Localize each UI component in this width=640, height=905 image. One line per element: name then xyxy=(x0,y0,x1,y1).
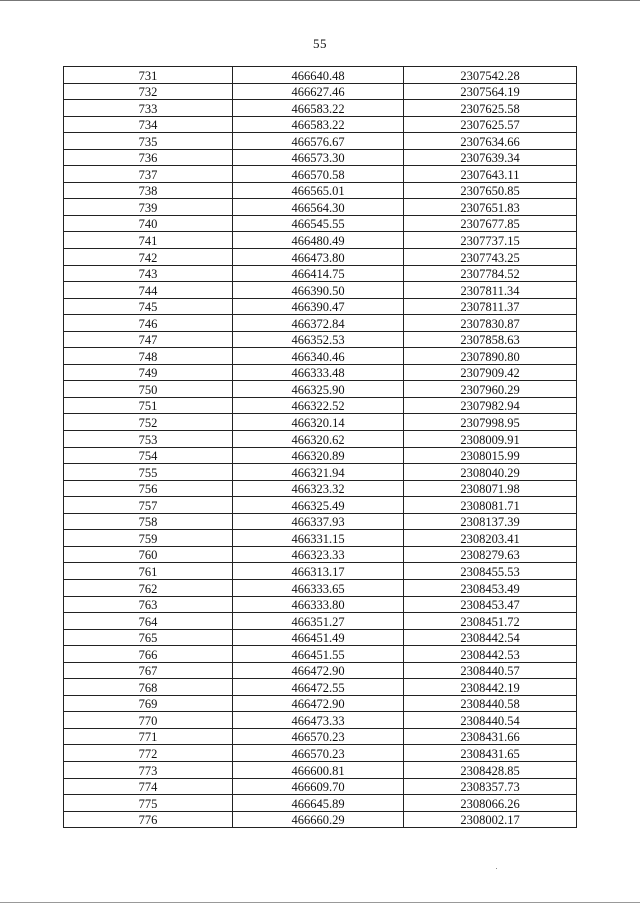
x-coordinate-cell: 466333.80 xyxy=(233,596,404,613)
y-coordinate-cell: 2307811.34 xyxy=(404,282,577,299)
x-coordinate-cell: 466414.75 xyxy=(233,265,404,282)
x-coordinate-cell: 466352.53 xyxy=(233,331,404,348)
point-number-cell: 760 xyxy=(64,546,233,563)
y-coordinate-cell: 2308440.58 xyxy=(404,695,577,712)
point-number-cell: 764 xyxy=(64,613,233,630)
x-coordinate-cell: 466583.22 xyxy=(233,100,404,117)
y-coordinate-cell: 2307784.52 xyxy=(404,265,577,282)
table-row xyxy=(64,513,577,530)
table-row xyxy=(64,83,577,100)
x-coordinate-cell: 466331.15 xyxy=(233,530,404,547)
y-coordinate-cell: 2308453.49 xyxy=(404,579,577,596)
point-number-cell: 740 xyxy=(64,215,233,232)
scan-bottom-edge xyxy=(0,902,640,903)
point-number-cell: 776 xyxy=(64,811,233,828)
y-coordinate-cell: 2307564.19 xyxy=(404,83,577,100)
y-coordinate-cell: 2307625.57 xyxy=(404,116,577,133)
table-row xyxy=(64,795,577,812)
x-coordinate-cell: 466325.49 xyxy=(233,497,404,514)
y-coordinate-cell: 2308431.66 xyxy=(404,728,577,745)
y-coordinate-cell: 2307542.28 xyxy=(404,67,577,84)
table-row xyxy=(64,695,577,712)
y-coordinate-cell: 2307651.83 xyxy=(404,199,577,216)
x-coordinate-cell: 466564.30 xyxy=(233,199,404,216)
x-coordinate-cell: 466321.94 xyxy=(233,464,404,481)
table-row xyxy=(64,265,577,282)
table-row xyxy=(64,166,577,183)
y-coordinate-cell: 2308442.19 xyxy=(404,679,577,696)
x-coordinate-cell: 466545.55 xyxy=(233,215,404,232)
point-number-cell: 742 xyxy=(64,249,233,266)
y-coordinate-cell: 2307625.58 xyxy=(404,100,577,117)
point-number-cell: 751 xyxy=(64,397,233,414)
table-row xyxy=(64,116,577,133)
point-number-cell: 746 xyxy=(64,315,233,332)
point-number-cell: 753 xyxy=(64,431,233,448)
x-coordinate-cell: 466313.17 xyxy=(233,563,404,580)
table-row xyxy=(64,712,577,729)
table-row xyxy=(64,182,577,199)
y-coordinate-cell: 2308440.54 xyxy=(404,712,577,729)
x-coordinate-cell: 466480.49 xyxy=(233,232,404,249)
y-coordinate-cell: 2308002.17 xyxy=(404,811,577,828)
table-row xyxy=(64,811,577,828)
x-coordinate-cell: 466351.27 xyxy=(233,613,404,630)
x-coordinate-cell: 466333.48 xyxy=(233,364,404,381)
y-coordinate-cell: 2308203.41 xyxy=(404,530,577,547)
y-coordinate-cell: 2307858.63 xyxy=(404,331,577,348)
y-coordinate-cell: 2308428.85 xyxy=(404,761,577,778)
table-row xyxy=(64,397,577,414)
x-coordinate-cell: 466473.33 xyxy=(233,712,404,729)
x-coordinate-cell: 466576.67 xyxy=(233,133,404,150)
y-coordinate-cell: 2308455.53 xyxy=(404,563,577,580)
x-coordinate-cell: 466337.93 xyxy=(233,513,404,530)
x-coordinate-cell: 466451.49 xyxy=(233,629,404,646)
y-coordinate-cell: 2308015.99 xyxy=(404,447,577,464)
point-number-cell: 763 xyxy=(64,596,233,613)
point-number-cell: 767 xyxy=(64,662,233,679)
point-number-cell: 732 xyxy=(64,83,233,100)
point-number-cell: 762 xyxy=(64,579,233,596)
x-coordinate-cell: 466333.65 xyxy=(233,579,404,596)
table-row xyxy=(64,596,577,613)
point-number-cell: 747 xyxy=(64,331,233,348)
table-row xyxy=(64,100,577,117)
table-row xyxy=(64,331,577,348)
y-coordinate-cell: 2307982.94 xyxy=(404,397,577,414)
y-coordinate-cell: 2307639.34 xyxy=(404,149,577,166)
x-coordinate-cell: 466570.58 xyxy=(233,166,404,183)
point-number-cell: 734 xyxy=(64,116,233,133)
point-number-cell: 773 xyxy=(64,761,233,778)
table-row xyxy=(64,629,577,646)
point-number-cell: 750 xyxy=(64,381,233,398)
point-number-cell: 765 xyxy=(64,629,233,646)
table-row xyxy=(64,728,577,745)
table-row xyxy=(64,497,577,514)
point-number-cell: 738 xyxy=(64,182,233,199)
table-row xyxy=(64,315,577,332)
y-coordinate-cell: 2307811.37 xyxy=(404,298,577,315)
y-coordinate-cell: 2307998.95 xyxy=(404,414,577,431)
y-coordinate-cell: 2307634.66 xyxy=(404,133,577,150)
y-coordinate-cell: 2308451.72 xyxy=(404,613,577,630)
y-coordinate-cell: 2307677.85 xyxy=(404,215,577,232)
point-number-cell: 756 xyxy=(64,480,233,497)
point-number-cell: 772 xyxy=(64,745,233,762)
table-row xyxy=(64,298,577,315)
table-row xyxy=(64,480,577,497)
y-coordinate-cell: 2308040.29 xyxy=(404,464,577,481)
point-number-cell: 741 xyxy=(64,232,233,249)
point-number-cell: 733 xyxy=(64,100,233,117)
y-coordinate-cell: 2308081.71 xyxy=(404,497,577,514)
x-coordinate-cell: 466573.30 xyxy=(233,149,404,166)
table-row xyxy=(64,613,577,630)
scan-top-edge xyxy=(0,0,640,1)
x-coordinate-cell: 466627.46 xyxy=(233,83,404,100)
table-row xyxy=(64,579,577,596)
coordinate-table xyxy=(63,66,577,828)
point-number-cell: 745 xyxy=(64,298,233,315)
point-number-cell: 737 xyxy=(64,166,233,183)
x-coordinate-cell: 466583.22 xyxy=(233,116,404,133)
coordinate-table-body xyxy=(64,67,577,828)
y-coordinate-cell: 2308137.39 xyxy=(404,513,577,530)
point-number-cell: 757 xyxy=(64,497,233,514)
x-coordinate-cell: 466320.89 xyxy=(233,447,404,464)
scan-speck xyxy=(496,868,497,869)
point-number-cell: 752 xyxy=(64,414,233,431)
point-number-cell: 735 xyxy=(64,133,233,150)
x-coordinate-cell: 466600.81 xyxy=(233,761,404,778)
y-coordinate-cell: 2307650.85 xyxy=(404,182,577,199)
table-row xyxy=(64,133,577,150)
x-coordinate-cell: 466565.01 xyxy=(233,182,404,199)
point-number-cell: 736 xyxy=(64,149,233,166)
y-coordinate-cell: 2307830.87 xyxy=(404,315,577,332)
x-coordinate-cell: 466472.90 xyxy=(233,662,404,679)
x-coordinate-cell: 466323.33 xyxy=(233,546,404,563)
x-coordinate-cell: 466570.23 xyxy=(233,728,404,745)
x-coordinate-cell: 466609.70 xyxy=(233,778,404,795)
point-number-cell: 770 xyxy=(64,712,233,729)
point-number-cell: 739 xyxy=(64,199,233,216)
table-row xyxy=(64,662,577,679)
y-coordinate-cell: 2308440.57 xyxy=(404,662,577,679)
y-coordinate-cell: 2308009.91 xyxy=(404,431,577,448)
table-row xyxy=(64,447,577,464)
x-coordinate-cell: 466472.55 xyxy=(233,679,404,696)
x-coordinate-cell: 466325.90 xyxy=(233,381,404,398)
table-row xyxy=(64,530,577,547)
x-coordinate-cell: 466570.23 xyxy=(233,745,404,762)
table-row xyxy=(64,232,577,249)
table-row xyxy=(64,149,577,166)
table-row xyxy=(64,464,577,481)
point-number-cell: 754 xyxy=(64,447,233,464)
table-row xyxy=(64,348,577,365)
table-row xyxy=(64,563,577,580)
y-coordinate-cell: 2308453.47 xyxy=(404,596,577,613)
x-coordinate-cell: 466390.47 xyxy=(233,298,404,315)
table-row xyxy=(64,364,577,381)
point-number-cell: 769 xyxy=(64,695,233,712)
table-row xyxy=(64,199,577,216)
point-number-cell: 755 xyxy=(64,464,233,481)
y-coordinate-cell: 2307909.42 xyxy=(404,364,577,381)
point-number-cell: 749 xyxy=(64,364,233,381)
point-number-cell: 774 xyxy=(64,778,233,795)
table-row xyxy=(64,679,577,696)
x-coordinate-cell: 466660.29 xyxy=(233,811,404,828)
y-coordinate-cell: 2307643.11 xyxy=(404,166,577,183)
table-row xyxy=(64,381,577,398)
point-number-cell: 775 xyxy=(64,795,233,812)
x-coordinate-cell: 466372.84 xyxy=(233,315,404,332)
point-number-cell: 743 xyxy=(64,265,233,282)
point-number-cell: 758 xyxy=(64,513,233,530)
y-coordinate-cell: 2307960.29 xyxy=(404,381,577,398)
x-coordinate-cell: 466390.50 xyxy=(233,282,404,299)
point-number-cell: 759 xyxy=(64,530,233,547)
table-row xyxy=(64,431,577,448)
point-number-cell: 766 xyxy=(64,646,233,663)
y-coordinate-cell: 2308442.54 xyxy=(404,629,577,646)
x-coordinate-cell: 466472.90 xyxy=(233,695,404,712)
x-coordinate-cell: 466645.89 xyxy=(233,795,404,812)
y-coordinate-cell: 2308431.65 xyxy=(404,745,577,762)
table-row xyxy=(64,282,577,299)
y-coordinate-cell: 2307743.25 xyxy=(404,249,577,266)
x-coordinate-cell: 466340.46 xyxy=(233,348,404,365)
x-coordinate-cell: 466451.55 xyxy=(233,646,404,663)
point-number-cell: 761 xyxy=(64,563,233,580)
table-row xyxy=(64,414,577,431)
x-coordinate-cell: 466323.32 xyxy=(233,480,404,497)
x-coordinate-cell: 466640.48 xyxy=(233,67,404,84)
table-row xyxy=(64,761,577,778)
point-number-cell: 748 xyxy=(64,348,233,365)
y-coordinate-cell: 2307737.15 xyxy=(404,232,577,249)
page-number: 55 xyxy=(313,36,327,51)
table-row xyxy=(64,215,577,232)
table-row xyxy=(64,745,577,762)
table-row xyxy=(64,249,577,266)
point-number-cell: 731 xyxy=(64,67,233,84)
y-coordinate-cell: 2308066.26 xyxy=(404,795,577,812)
y-coordinate-cell: 2308442.53 xyxy=(404,646,577,663)
y-coordinate-cell: 2308357.73 xyxy=(404,778,577,795)
point-number-cell: 771 xyxy=(64,728,233,745)
table-row xyxy=(64,646,577,663)
y-coordinate-cell: 2307890.80 xyxy=(404,348,577,365)
table-row xyxy=(64,546,577,563)
y-coordinate-cell: 2308279.63 xyxy=(404,546,577,563)
x-coordinate-cell: 466320.14 xyxy=(233,414,404,431)
x-coordinate-cell: 466473.80 xyxy=(233,249,404,266)
x-coordinate-cell: 466320.62 xyxy=(233,431,404,448)
point-number-cell: 768 xyxy=(64,679,233,696)
point-number-cell: 744 xyxy=(64,282,233,299)
table-row xyxy=(64,67,577,84)
y-coordinate-cell: 2308071.98 xyxy=(404,480,577,497)
x-coordinate-cell: 466322.52 xyxy=(233,397,404,414)
table-row xyxy=(64,778,577,795)
